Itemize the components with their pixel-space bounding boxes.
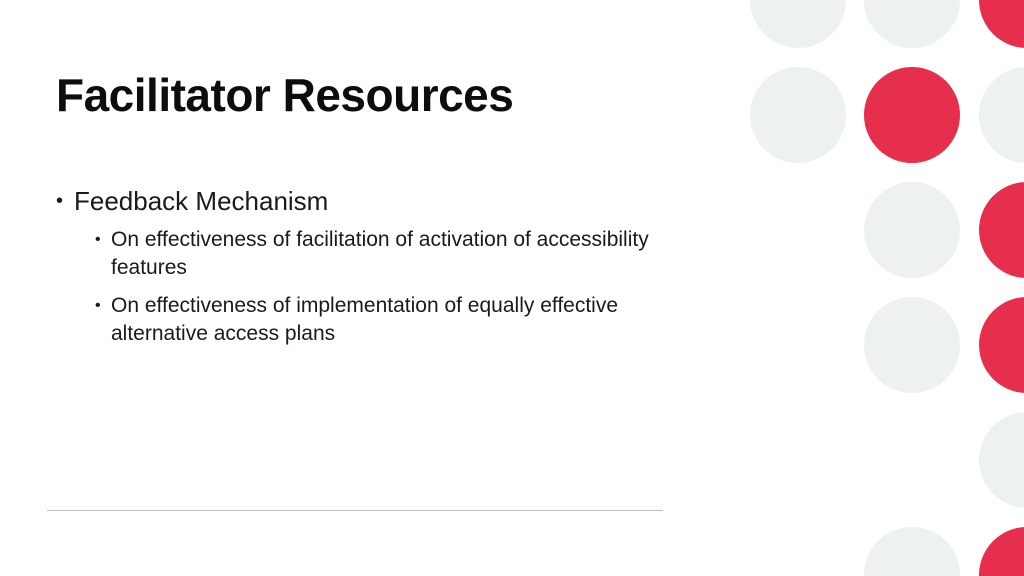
decorative-dot (979, 67, 1024, 163)
footer-divider (47, 510, 663, 511)
decorative-dot (979, 297, 1024, 393)
bullet-text: Feedback Mechanism (74, 186, 329, 216)
decorative-dot (750, 67, 846, 163)
decorative-dot (750, 0, 846, 48)
decorative-dot (864, 527, 960, 576)
decorative-dot (979, 412, 1024, 508)
sub-bullet-text: On effectiveness of implementation of equally effective alternative access plans (111, 294, 619, 345)
decorative-dot (864, 297, 960, 393)
sub-bullet-list (74, 226, 656, 348)
bullet-item (56, 184, 656, 348)
decorative-dot (979, 182, 1024, 278)
decorative-dot (864, 67, 960, 163)
bullet-list (56, 184, 656, 358)
slide-title: Facilitator Resources (56, 69, 514, 121)
sub-bullet-text: On effectiveness of facilitation of activation of accessibility features (111, 228, 649, 279)
sub-bullet-item (95, 292, 656, 348)
decorative-dot (864, 0, 960, 48)
decorative-dot (864, 182, 960, 278)
decorative-dot (979, 527, 1024, 576)
decorative-dot (979, 0, 1024, 48)
sub-bullet-item (95, 226, 656, 282)
